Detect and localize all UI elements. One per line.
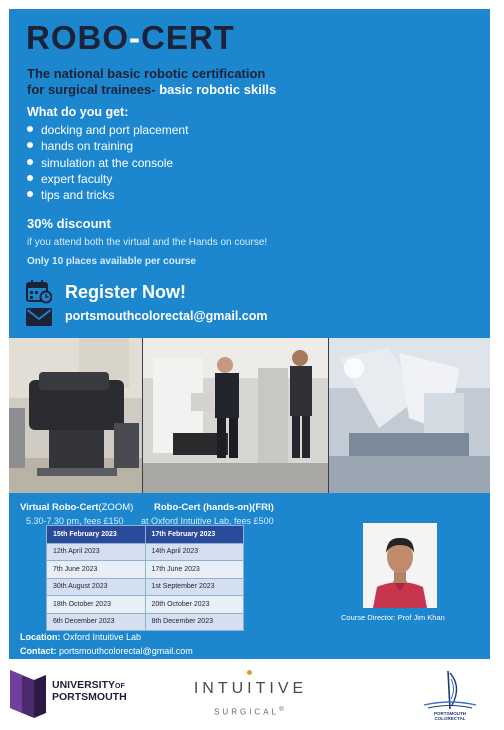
feature-label: hands on training <box>41 139 134 154</box>
intuitive-name: INTUITIVE <box>193 680 308 697</box>
virtual-date-cell: 6th December 2023 <box>47 613 146 631</box>
bullet-icon <box>27 126 33 132</box>
feature-label: simulation at the console <box>41 155 174 170</box>
subtitle <box>27 66 276 98</box>
places-note: Only 10 places available per course <box>27 256 196 267</box>
title-dash: - <box>129 19 141 56</box>
director-caption: Course Director: Prof Jim Khan <box>341 613 445 622</box>
register-now: Register Now! <box>65 282 187 302</box>
table-row <box>47 613 244 631</box>
virtual-date-cell: 15th February 2023 <box>47 526 146 544</box>
subtitle-line2-text: for surgical trainees- <box>27 82 156 97</box>
mail-icon <box>26 308 52 326</box>
feature-label: expert faculty <box>41 171 113 186</box>
bullet-icon <box>27 142 33 148</box>
handson-date-cell: 20th October 2023 <box>145 596 244 614</box>
robot-console-photo <box>9 338 142 493</box>
handson-course-title: Robo-Cert (hands-on)(FRI) <box>154 502 274 513</box>
virtual-date-cell: 30th August 2023 <box>47 578 146 596</box>
colorectal-line1: PORTSMOUTH <box>434 711 466 716</box>
location-line <box>20 632 141 642</box>
dates-table <box>46 525 244 631</box>
calendar-icon <box>26 280 52 304</box>
bullet-icon <box>27 191 33 197</box>
attend-note: if you attend both the virtual and the Hands on course! <box>27 237 268 248</box>
bullet-icon <box>27 159 33 165</box>
features-list <box>27 122 188 203</box>
features-title: What do you get: <box>27 105 129 119</box>
title-cert: CERT <box>141 19 235 56</box>
photo-strip <box>9 338 490 493</box>
intuitive-surgical-logo <box>188 680 313 717</box>
intuitive-dot-icon <box>247 670 252 675</box>
university-of-portsmouth-logo <box>10 670 150 718</box>
location-value: Oxford Intuitive Lab <box>63 632 142 642</box>
virtual-zoom-tag: (ZOOM) <box>98 502 134 513</box>
table-row <box>47 526 244 544</box>
virtual-title-text: Virtual Robo-Cert <box>20 502 99 513</box>
discount-heading: 30% discount <box>27 216 111 231</box>
portsmouth-colorectal-logo <box>414 669 486 725</box>
handson-date-cell: 1st September 2023 <box>145 578 244 596</box>
surgical-robot-photo <box>329 338 490 493</box>
virtual-date-cell: 7th June 2023 <box>47 561 146 579</box>
handson-date-cell: 14th April 2023 <box>145 543 244 561</box>
bullet-icon <box>27 175 33 181</box>
table-row <box>47 561 244 579</box>
handson-date-cell: 17th February 2023 <box>145 526 244 544</box>
table-row <box>47 543 244 561</box>
poster <box>9 9 490 659</box>
page-title <box>26 19 235 57</box>
university-wordmark <box>52 680 127 703</box>
feature-label: docking and port placement <box>41 123 189 137</box>
feature-label: tips and tricks <box>41 188 115 203</box>
hands-on-training-photo <box>143 338 328 493</box>
location-label: Location: <box>20 632 61 642</box>
virtual-course-details: 5.30-7.30 pm, fees £150 <box>26 516 124 526</box>
intuitive-sub-text: SURGICAL <box>214 707 279 717</box>
registered-mark: ® <box>279 706 287 713</box>
university-line2: PORTSMOUTH <box>52 691 127 703</box>
subtitle-highlight: basic robotic skills <box>159 82 277 97</box>
subtitle-line1: The national basic robotic certification <box>27 66 266 81</box>
contact-line <box>20 646 193 656</box>
list-item <box>27 155 188 171</box>
colorectal-line2: COLORECTAL <box>434 716 466 721</box>
handson-date-cell: 17th June 2023 <box>145 561 244 579</box>
table-row <box>47 596 244 614</box>
virtual-date-cell: 18th October 2023 <box>47 596 146 614</box>
director-photo <box>363 523 437 608</box>
virtual-date-cell: 12th April 2023 <box>47 543 146 561</box>
list-item <box>27 138 188 154</box>
university-word: UNIVERSITY <box>52 679 116 691</box>
table-row <box>47 578 244 596</box>
handson-date-cell: 8th December 2023 <box>145 613 244 631</box>
list-item <box>27 171 188 187</box>
university-of-word: OF <box>115 683 125 690</box>
virtual-course-title <box>20 502 133 513</box>
intuitive-subtitle <box>188 706 313 717</box>
list-item <box>27 122 188 138</box>
spinnaker-tower-icon <box>414 669 486 711</box>
title-robo: ROBO <box>26 19 129 56</box>
subtitle-line2 <box>27 82 276 98</box>
contact-email-link[interactable]: portsmouthcolorectal@gmail.com <box>59 646 193 656</box>
register-email-link[interactable]: portsmouthcolorectal@gmail.com <box>65 309 268 323</box>
handson-course-details: at Oxford Intuitive Lab, fees £500 <box>141 516 274 526</box>
contact-label: Contact: <box>20 646 57 656</box>
university-shield-icon <box>10 670 46 718</box>
list-item <box>27 187 188 203</box>
colorectal-wordmark <box>414 711 486 721</box>
